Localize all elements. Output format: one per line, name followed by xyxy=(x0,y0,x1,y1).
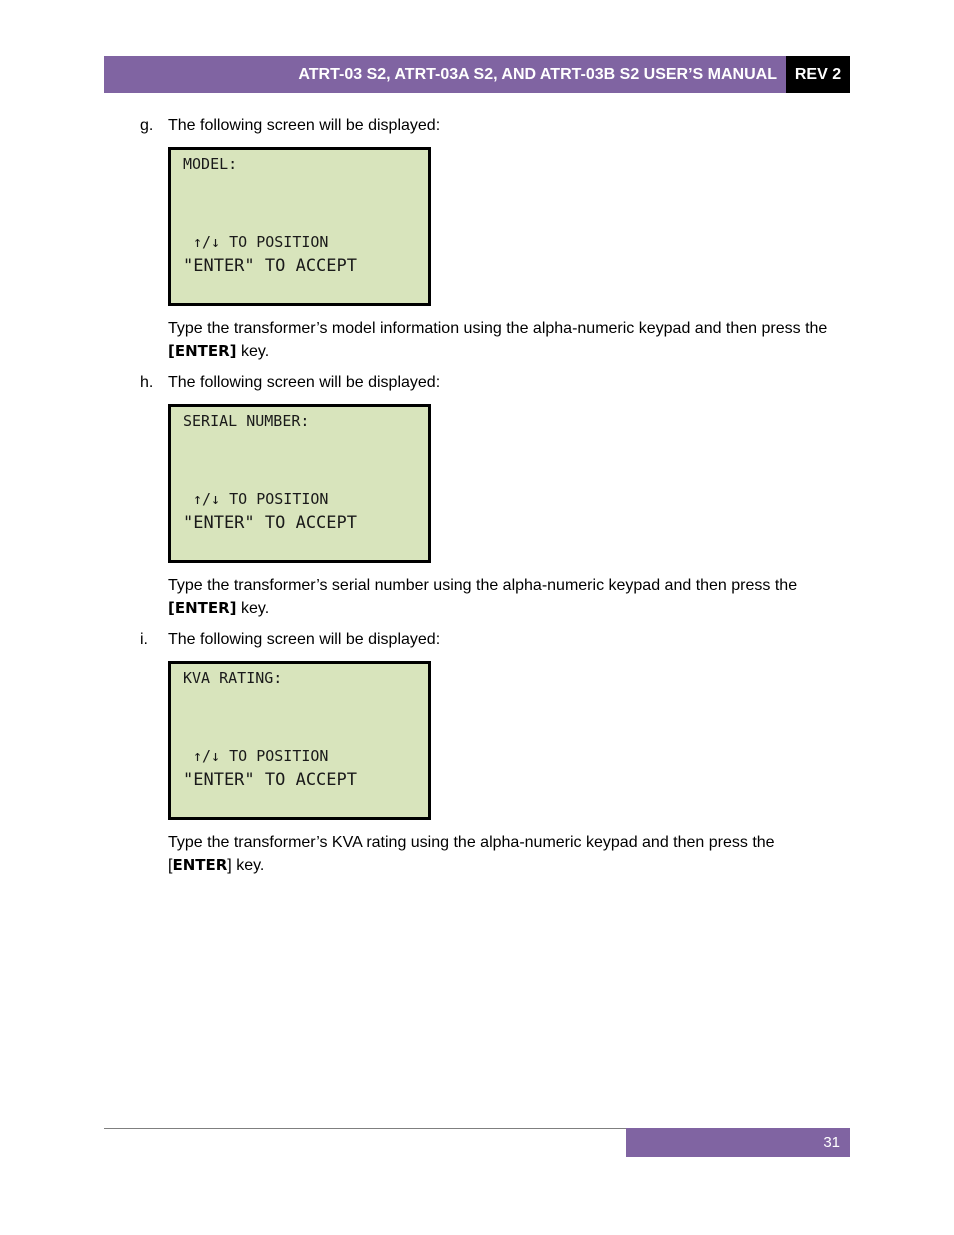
step-marker: h. xyxy=(140,374,154,391)
instruction-text: Type the transformer’s model information using the alpha-numeric keypad and then press the xyxy=(168,320,828,337)
page-number: 31 xyxy=(626,1128,850,1157)
lcd-screen-model xyxy=(168,147,431,306)
lcd-line-2: ↑/↓ TO POSITION xyxy=(193,233,329,251)
step-marker: g. xyxy=(140,117,154,134)
step-text: The following screen will be displayed: xyxy=(168,374,441,391)
instruction-paragraph xyxy=(168,317,828,363)
lcd-line-3: "ENTER" TO ACCEPT xyxy=(183,256,357,276)
page-header xyxy=(104,56,850,93)
enter-key-label: ENTER xyxy=(172,856,228,874)
enter-key-label: [ENTER] xyxy=(168,342,237,360)
lcd-line-3: "ENTER" TO ACCEPT xyxy=(183,770,357,790)
lcd-line-3: "ENTER" TO ACCEPT xyxy=(183,513,357,533)
instruction-text: Type the transformer’s serial number using the alpha-numeric keypad and then press the xyxy=(168,577,798,594)
lcd-line-1: SERIAL NUMBER: xyxy=(183,412,310,430)
instruction-text-end: key. xyxy=(236,343,270,360)
revision-badge: REV 2 xyxy=(786,56,850,93)
lcd-line-2: ↑/↓ TO POSITION xyxy=(193,747,329,765)
enter-key-label: [ENTER] xyxy=(168,599,237,617)
step-text: The following screen will be displayed: xyxy=(168,631,441,648)
instruction-paragraph xyxy=(168,831,828,877)
step-marker: i. xyxy=(140,631,148,648)
instruction-text-end: ] key. xyxy=(227,857,265,874)
lcd-line-2: ↑/↓ TO POSITION xyxy=(193,490,329,508)
manual-title: ATRT-03 S2, ATRT-03A S2, AND ATRT-03B S2 USER’S MANUAL xyxy=(298,65,777,83)
lcd-screen-serial-number xyxy=(168,404,431,563)
step-text: The following screen will be displayed: xyxy=(168,117,441,134)
instruction-paragraph xyxy=(168,574,828,620)
lcd-screen-kva-rating xyxy=(168,661,431,820)
instruction-text-end: key. xyxy=(236,600,270,617)
instruction-text: Type the transformer’s KVA rating using the alpha-numeric keypad and then press the [ xyxy=(168,834,775,874)
lcd-line-1: KVA RATING: xyxy=(183,669,283,687)
lcd-line-1: MODEL: xyxy=(183,155,238,173)
